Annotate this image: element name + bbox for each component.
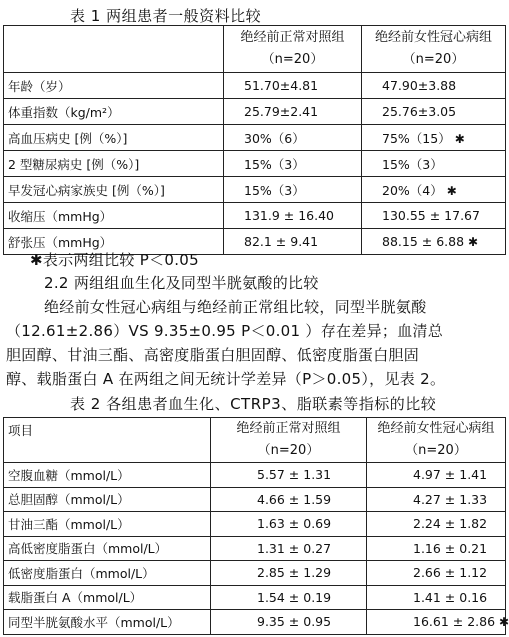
table2-chd-cell [367,463,506,488]
table2-chd-value: 16.61 ± 2.86 [413,614,496,630]
table1-chd-value: 25.76±3.05 [382,104,457,119]
table2-chd-value: 1.16 ± 0.21 [413,540,488,556]
table1-header-blank [4,26,224,73]
table1-chd-cell [362,125,506,151]
table1-row [4,99,506,125]
table2-row-label: 总胆固醇（mmol/L） [4,487,211,512]
table2-row [4,512,506,537]
table2-control-value: 4.66 ± 1.59 [211,487,367,512]
table1-chd-value: 15%（3） [382,156,443,172]
table1 [3,25,506,255]
table1-chd-cell [362,203,506,229]
table1-row [4,73,506,99]
paragraph-line-4: 醇、载脂蛋白 A 在两组之间无统计学差异（P＞0.05），见表 2。 [6,370,446,388]
table1-control-value: 82.1 ± 9.41 [224,229,362,255]
table1-header-control: 绝经前正常对照组（n=20） [224,26,362,73]
table2-row [4,463,506,488]
table1-control-value: 30%（6） [224,125,362,151]
table2-control-value: 5.57 ± 1.31 [211,463,367,488]
table2-control-value: 9.35 ± 0.95 [211,610,367,635]
table1-control-value: 25.79±2.41 [224,99,362,125]
table1-control-value: 51.70±4.81 [224,73,362,99]
table2-row [4,610,506,635]
table1-row-label: 年龄（岁） [4,73,224,99]
table2-header-control: 绝经前正常对照组（n=20） [211,418,367,463]
table1-row-label: 高血压病史 [例（%）] [4,125,224,151]
table2-significance-mark: ✱ [499,615,509,630]
table1-control-value: 15%（3） [224,177,362,203]
table2-control-value: 1.31 ± 0.27 [211,536,367,561]
table1-chd-cell [362,229,506,255]
table1-significance-mark: ✱ [446,183,457,198]
table2-chd-value: 2.66 ± 1.12 [413,565,488,581]
table2-chd-value: 4.97 ± 1.41 [413,467,488,483]
table2-header-chd: 绝经前女性冠心病组（n=20） [367,418,506,463]
paragraph-line-1: 绝经前女性冠心病组与绝经前正常组比较，同型半胱氨酸 [44,298,427,316]
table2-row-label: 同型半胱氨酸水平（mmol/L） [4,610,211,635]
table1-chd-value: 88.15 ± 6.88 [382,234,465,249]
table1-row [4,203,506,229]
table1-row [4,151,506,177]
table1-header-chd: 绝经前女性冠心病组（n=20） [362,26,506,73]
table2-chd-value: 4.27 ± 1.33 [413,491,488,507]
table1-row [4,125,506,151]
table1-row [4,177,506,203]
table2-chd-cell [367,512,506,537]
table2-row [4,561,506,586]
paragraph-line-3: 胆固醇、甘油三酯、高密度脂蛋白胆固醇、低密度脂蛋白胆固 [6,346,420,364]
table2-header-row [4,418,506,463]
table2-chd-cell [367,487,506,512]
table1-significance-mark: ✱ [454,131,465,146]
table2-control-value: 1.54 ± 0.19 [211,585,367,610]
table1-chd-value: 130.55 ± 17.67 [382,208,480,223]
table2-chd-value: 1.41 ± 0.16 [413,589,488,605]
table1-row-label: 舒张压（mmHg） [4,229,224,255]
table1-significance-mark: ✱ [468,235,479,249]
table2-chd-cell [367,610,509,635]
table1-chd-value: 75%（15） [382,130,451,146]
table2 [3,417,509,635]
table1-chd-value: 20%（4） [382,182,443,198]
table2-row-label: 载脂蛋白 A（mmol/L） [4,585,211,610]
table2-row-label: 高低密度脂蛋白（mmol/L） [4,536,211,561]
table2-row [4,536,506,561]
table1-row-label: 2 型糖尿病史 [例（%）] [4,151,224,177]
table2-chd-cell [367,585,506,610]
table1-chd-cell [362,73,506,99]
table1-chd-value: 47.90±3.88 [382,78,457,93]
table2-chd-cell [367,536,506,561]
table2-row-label: 空腹血糖（mmol/L） [4,463,211,488]
table2-row [4,487,506,512]
table2-control-value: 1.63 ± 0.69 [211,512,367,537]
table1-row-label: 收缩压（mmHg） [4,203,224,229]
table1-chd-cell [362,99,506,125]
table2-row-label: 低密度脂蛋白（mmol/L） [4,561,211,586]
table1-caption: 表 1 两组患者一般资料比较 [70,7,262,25]
table2-chd-cell [367,561,506,586]
table2-chd-value: 2.24 ± 1.82 [413,516,488,532]
section-heading: 2.2 两组组血生化及同型半胱氨酸的比较 [44,274,319,292]
table1-footnote: ✱表示两组比较 P＜0.05 [30,251,199,269]
table2-row [4,585,506,610]
table1-chd-cell [362,151,506,177]
paragraph-line-2: （12.61±2.86）VS 9.35±0.95 P＜0.01 ）存在差异；血清总 [6,322,444,340]
table1-control-value: 131.9 ± 16.40 [224,203,362,229]
table1-header-row [4,26,506,73]
table1-row-label: 早发冠心病家族史 [例（%）] [4,177,224,203]
table1-chd-cell [362,177,506,203]
table1-control-value: 15%（3） [224,151,362,177]
table2-control-value: 2.85 ± 1.29 [211,561,367,586]
table2-caption: 表 2 各组患者血生化、CTRP3、脂联素等指标的比较 [70,395,437,413]
table1-row-label: 体重指数（kg/m²） [4,99,224,125]
table2-header-item: 项目 [4,418,211,463]
table2-row-label: 甘油三酯（mmol/L） [4,512,211,537]
